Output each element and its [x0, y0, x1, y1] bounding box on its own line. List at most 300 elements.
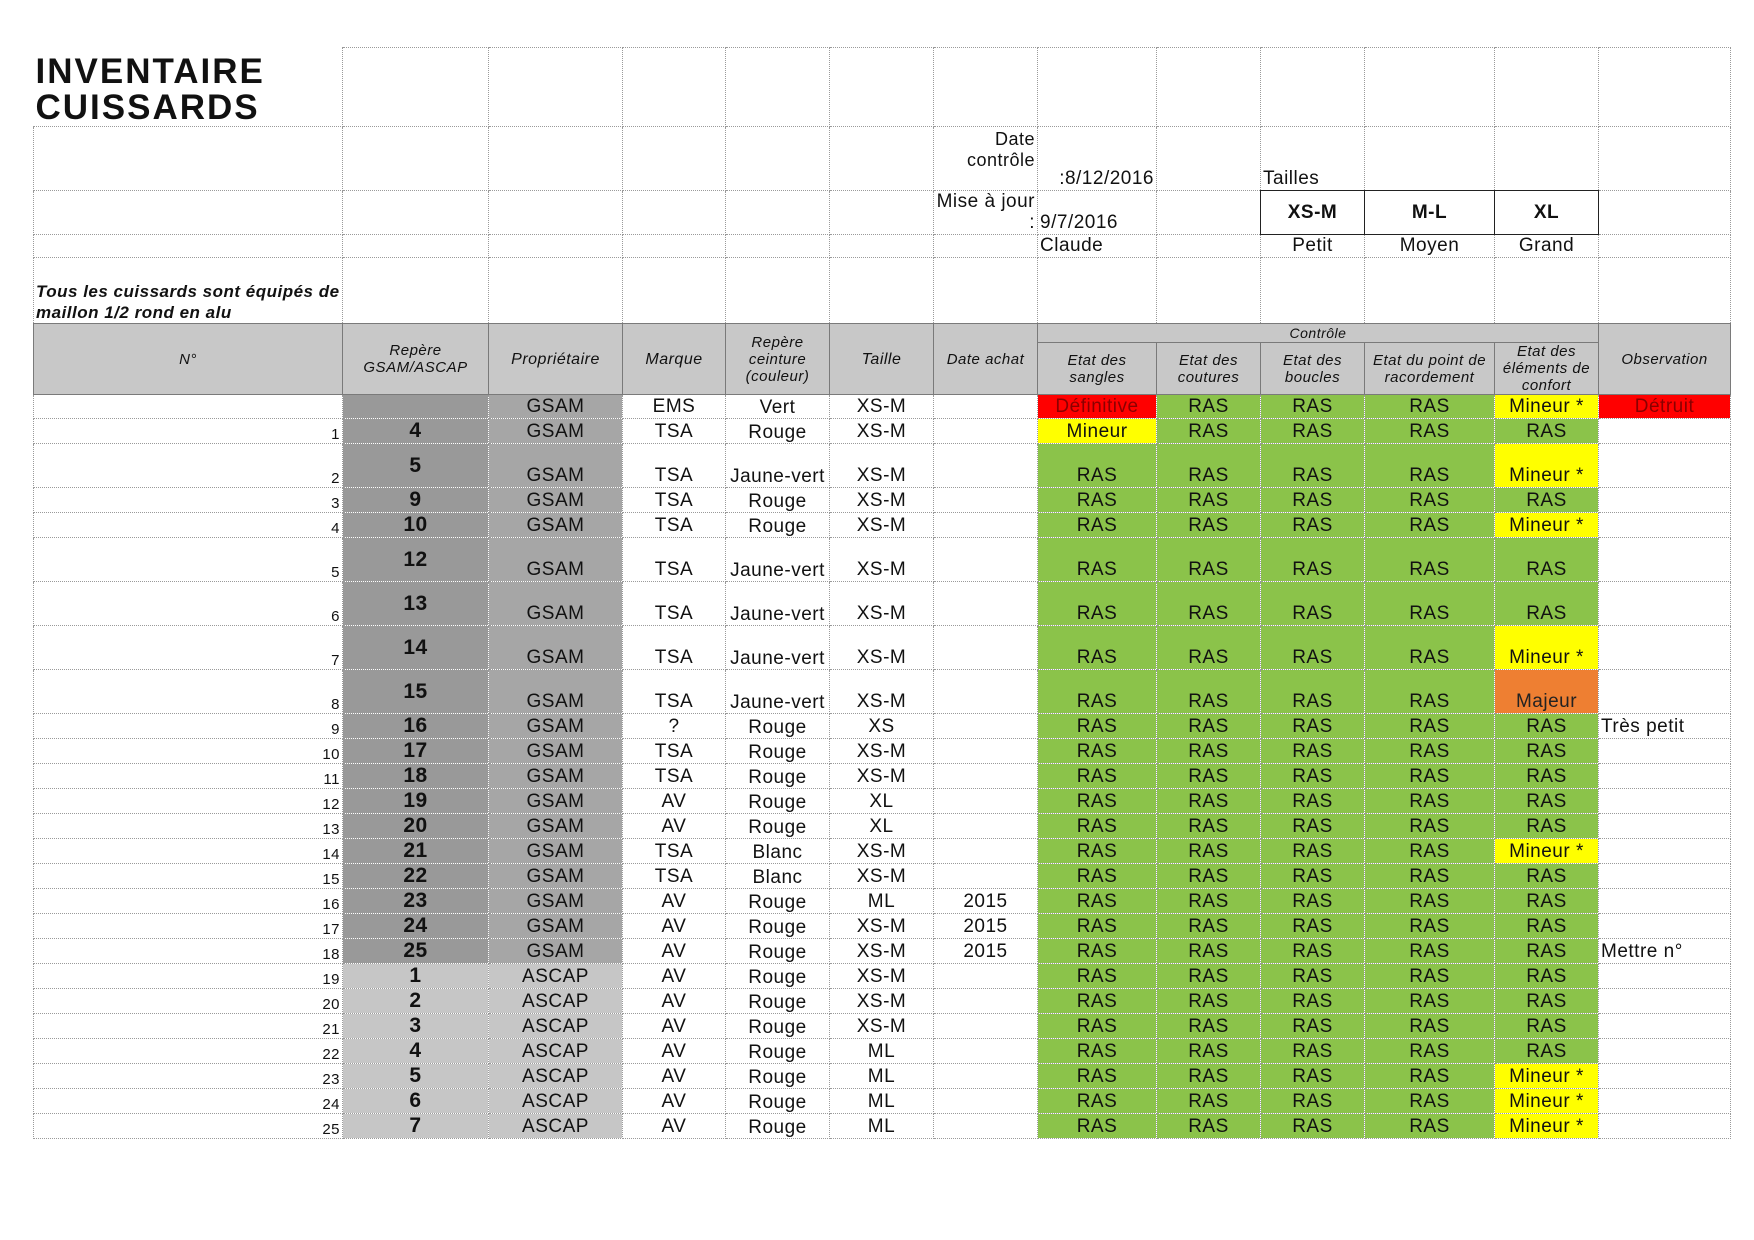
row-ceinture: Rouge	[726, 964, 830, 989]
row-repere: 21	[343, 839, 489, 864]
row-etat-coutures: RAS	[1157, 488, 1261, 513]
row-repere: 23	[343, 889, 489, 914]
row-etat-boucles: RAS	[1261, 789, 1365, 814]
row-etat-coutures: RAS	[1157, 989, 1261, 1014]
row-marque: AV	[623, 1114, 726, 1139]
row-number: 22	[34, 1039, 343, 1064]
table-row	[34, 964, 1731, 989]
row-repere: 25	[343, 939, 489, 964]
row-repere: 17	[343, 739, 489, 764]
row-etat-sangles: RAS	[1038, 626, 1157, 670]
mise-a-jour-label: Mise à jour :	[934, 191, 1038, 235]
inventory-sheet	[33, 47, 1731, 1139]
row-ceinture: Jaune-vert	[726, 626, 830, 670]
table-row	[34, 670, 1731, 714]
row-etat-raccordement: RAS	[1365, 739, 1495, 764]
table-row	[34, 739, 1731, 764]
row-etat-raccordement: RAS	[1365, 814, 1495, 839]
row-repere: 4	[343, 419, 489, 444]
row-etat-coutures: RAS	[1157, 739, 1261, 764]
row-etat-confort: Majeur	[1495, 670, 1599, 714]
row-etat-confort: RAS	[1495, 538, 1599, 582]
row-date-achat: 2015	[934, 939, 1038, 964]
row-ceinture: Rouge	[726, 914, 830, 939]
row-observation	[1599, 1014, 1731, 1039]
row-observation: Détruit	[1599, 395, 1731, 419]
row-etat-confort: RAS	[1495, 488, 1599, 513]
row-date-achat	[934, 582, 1038, 626]
row-marque: ?	[623, 714, 726, 739]
row-etat-sangles: RAS	[1038, 538, 1157, 582]
header-sangles: Etat des sangles	[1038, 343, 1157, 395]
table-row	[34, 1064, 1731, 1089]
header-proprietaire: Propriétaire	[489, 324, 623, 395]
row-etat-boucles: RAS	[1261, 814, 1365, 839]
date-controle-label: Date contrôle	[934, 127, 1038, 191]
row-number: 9	[34, 714, 343, 739]
row-etat-confort: RAS	[1495, 964, 1599, 989]
row-taille: XS-M	[830, 989, 934, 1014]
table-row	[34, 789, 1731, 814]
row-taille: ML	[830, 1064, 934, 1089]
row-etat-confort: RAS	[1495, 1039, 1599, 1064]
row-number: 23	[34, 1064, 343, 1089]
row-marque: TSA	[623, 626, 726, 670]
row-etat-raccordement: RAS	[1365, 488, 1495, 513]
row-taille: XS-M	[830, 1014, 934, 1039]
row-owner: GSAM	[489, 538, 623, 582]
row-owner: GSAM	[489, 670, 623, 714]
row-ceinture: Rouge	[726, 714, 830, 739]
row-etat-boucles: RAS	[1261, 864, 1365, 889]
row-etat-boucles: RAS	[1261, 889, 1365, 914]
row-marque: TSA	[623, 444, 726, 488]
equipment-note: Tous les cuissards sont équipés de maillon 1/2 rond en alu	[34, 258, 343, 324]
row-marque: TSA	[623, 582, 726, 626]
row-observation	[1599, 789, 1731, 814]
row-observation: Mettre n°	[1599, 939, 1731, 964]
row-etat-raccordement: RAS	[1365, 582, 1495, 626]
row-etat-confort: RAS	[1495, 582, 1599, 626]
row-marque: AV	[623, 789, 726, 814]
table-row	[34, 889, 1731, 914]
row-etat-raccordement: RAS	[1365, 989, 1495, 1014]
row-etat-boucles: RAS	[1261, 1014, 1365, 1039]
row-owner: GSAM	[489, 789, 623, 814]
row-number: 17	[34, 914, 343, 939]
row-marque: TSA	[623, 739, 726, 764]
row-number: 1	[34, 419, 343, 444]
row-date-achat	[934, 989, 1038, 1014]
row-repere: 2	[343, 989, 489, 1014]
row-taille: ML	[830, 1039, 934, 1064]
row-number: 8	[34, 670, 343, 714]
header-boucles: Etat des boucles	[1261, 343, 1365, 395]
row-taille: XS-M	[830, 964, 934, 989]
row-marque: TSA	[623, 419, 726, 444]
row-ceinture: Rouge	[726, 764, 830, 789]
row-etat-confort: Mineur *	[1495, 395, 1599, 419]
row-etat-sangles: RAS	[1038, 789, 1157, 814]
row-taille: XS-M	[830, 939, 934, 964]
row-owner: GSAM	[489, 513, 623, 538]
row-etat-coutures: RAS	[1157, 764, 1261, 789]
table-row	[34, 814, 1731, 839]
row-etat-confort: RAS	[1495, 789, 1599, 814]
row-date-achat	[934, 964, 1038, 989]
row-etat-raccordement: RAS	[1365, 889, 1495, 914]
table-row	[34, 839, 1731, 864]
row-etat-boucles: RAS	[1261, 914, 1365, 939]
row-number: 18	[34, 939, 343, 964]
header-num: N°	[34, 324, 343, 395]
row-owner: GSAM	[489, 488, 623, 513]
row-etat-raccordement: RAS	[1365, 419, 1495, 444]
row-owner: ASCAP	[489, 989, 623, 1014]
row-etat-confort: RAS	[1495, 1014, 1599, 1039]
row-number: 19	[34, 964, 343, 989]
row-etat-coutures: RAS	[1157, 814, 1261, 839]
row-observation	[1599, 513, 1731, 538]
row-date-achat	[934, 1114, 1038, 1139]
row-etat-raccordement: RAS	[1365, 1114, 1495, 1139]
row-number: 13	[34, 814, 343, 839]
row-marque: AV	[623, 1014, 726, 1039]
table-row	[34, 1014, 1731, 1039]
header-confort: Etat des éléments de confort	[1495, 343, 1599, 395]
row-observation	[1599, 839, 1731, 864]
row-etat-coutures: RAS	[1157, 1064, 1261, 1089]
row-etat-sangles: RAS	[1038, 1114, 1157, 1139]
row-marque: TSA	[623, 538, 726, 582]
table-row	[34, 444, 1731, 488]
row-marque: TSA	[623, 764, 726, 789]
header-ceinture: Repère ceinture (couleur)	[726, 324, 830, 395]
row-etat-confort: RAS	[1495, 989, 1599, 1014]
row-etat-raccordement: RAS	[1365, 538, 1495, 582]
row-etat-sangles: RAS	[1038, 989, 1157, 1014]
row-ceinture: Rouge	[726, 789, 830, 814]
header-date-achat: Date achat	[934, 324, 1038, 395]
row-number: 3	[34, 488, 343, 513]
row-etat-raccordement: RAS	[1365, 1014, 1495, 1039]
row-date-achat	[934, 714, 1038, 739]
row-taille: XS-M	[830, 864, 934, 889]
row-etat-raccordement: RAS	[1365, 1039, 1495, 1064]
row-taille: ML	[830, 1114, 934, 1139]
row-observation	[1599, 419, 1731, 444]
row-etat-confort: Mineur *	[1495, 839, 1599, 864]
row-observation	[1599, 582, 1731, 626]
row-date-achat	[934, 488, 1038, 513]
row-observation	[1599, 989, 1731, 1014]
row-owner: GSAM	[489, 395, 623, 419]
row-etat-boucles: RAS	[1261, 714, 1365, 739]
row-number: 11	[34, 764, 343, 789]
row-etat-coutures: RAS	[1157, 1089, 1261, 1114]
row-ceinture: Rouge	[726, 939, 830, 964]
row-etat-coutures: RAS	[1157, 714, 1261, 739]
row-repere: 6	[343, 1089, 489, 1114]
row-marque: AV	[623, 1089, 726, 1114]
row-owner: ASCAP	[489, 1114, 623, 1139]
row-observation	[1599, 1114, 1731, 1139]
row-etat-sangles: RAS	[1038, 889, 1157, 914]
row-date-achat	[934, 419, 1038, 444]
row-marque: TSA	[623, 864, 726, 889]
row-ceinture: Jaune-vert	[726, 670, 830, 714]
row-ceinture: Blanc	[726, 864, 830, 889]
row-date-achat: 2015	[934, 889, 1038, 914]
row-date-achat	[934, 739, 1038, 764]
row-taille: XS-M	[830, 488, 934, 513]
header-coutures: Etat des coutures	[1157, 343, 1261, 395]
row-etat-boucles: RAS	[1261, 626, 1365, 670]
row-taille: XS-M	[830, 914, 934, 939]
row-marque: TSA	[623, 488, 726, 513]
row-number: 15	[34, 864, 343, 889]
row-observation	[1599, 889, 1731, 914]
table-row	[34, 864, 1731, 889]
row-etat-coutures: RAS	[1157, 964, 1261, 989]
row-date-achat	[934, 764, 1038, 789]
row-observation	[1599, 1064, 1731, 1089]
row-etat-raccordement: RAS	[1365, 789, 1495, 814]
row-etat-sangles: RAS	[1038, 1089, 1157, 1114]
row-etat-raccordement: RAS	[1365, 626, 1495, 670]
row-owner: ASCAP	[489, 1089, 623, 1114]
row-etat-coutures: RAS	[1157, 513, 1261, 538]
row-etat-sangles: RAS	[1038, 839, 1157, 864]
row-etat-confort: RAS	[1495, 814, 1599, 839]
row-marque: TSA	[623, 670, 726, 714]
row-marque: AV	[623, 889, 726, 914]
row-taille: XS-M	[830, 444, 934, 488]
row-etat-sangles: RAS	[1038, 513, 1157, 538]
table-row	[34, 538, 1731, 582]
row-etat-sangles: RAS	[1038, 444, 1157, 488]
row-etat-confort: RAS	[1495, 419, 1599, 444]
row-etat-coutures: RAS	[1157, 1114, 1261, 1139]
row-owner: GSAM	[489, 739, 623, 764]
row-number: 14	[34, 839, 343, 864]
row-observation	[1599, 670, 1731, 714]
row-repere: 7	[343, 1114, 489, 1139]
row-etat-raccordement: RAS	[1365, 1064, 1495, 1089]
row-taille: XS	[830, 714, 934, 739]
row-etat-sangles: RAS	[1038, 488, 1157, 513]
date-controle-value: :8/12/2016	[1038, 127, 1157, 191]
row-etat-boucles: RAS	[1261, 1064, 1365, 1089]
row-owner: GSAM	[489, 889, 623, 914]
mise-a-jour-value: 9/7/2016	[1038, 191, 1157, 235]
row-date-achat	[934, 1039, 1038, 1064]
row-etat-sangles: RAS	[1038, 739, 1157, 764]
row-observation	[1599, 964, 1731, 989]
row-etat-boucles: RAS	[1261, 419, 1365, 444]
table-row	[34, 626, 1731, 670]
row-observation	[1599, 444, 1731, 488]
row-etat-raccordement: RAS	[1365, 964, 1495, 989]
table-row	[34, 764, 1731, 789]
row-etat-coutures: RAS	[1157, 582, 1261, 626]
table-row	[34, 1089, 1731, 1114]
row-date-achat	[934, 1014, 1038, 1039]
row-owner: GSAM	[489, 582, 623, 626]
row-etat-raccordement: RAS	[1365, 513, 1495, 538]
row-taille: XS-M	[830, 538, 934, 582]
row-ceinture: Vert	[726, 395, 830, 419]
row-number: 6	[34, 582, 343, 626]
row-etat-boucles: RAS	[1261, 670, 1365, 714]
row-ceinture: Rouge	[726, 1064, 830, 1089]
row-date-achat	[934, 538, 1038, 582]
row-ceinture: Jaune-vert	[726, 582, 830, 626]
row-etat-raccordement: RAS	[1365, 839, 1495, 864]
header-marque: Marque	[623, 324, 726, 395]
header-controle: Contrôle	[1038, 324, 1599, 343]
row-owner: GSAM	[489, 914, 623, 939]
row-owner: GSAM	[489, 839, 623, 864]
row-repere: 1	[343, 964, 489, 989]
row-etat-raccordement: RAS	[1365, 864, 1495, 889]
row-etat-coutures: RAS	[1157, 419, 1261, 444]
row-etat-sangles: RAS	[1038, 1064, 1157, 1089]
row-etat-coutures: RAS	[1157, 395, 1261, 419]
row-etat-sangles: RAS	[1038, 670, 1157, 714]
row-date-achat: 2015	[934, 914, 1038, 939]
row-repere: 18	[343, 764, 489, 789]
table-row	[34, 488, 1731, 513]
row-marque: AV	[623, 814, 726, 839]
row-marque: EMS	[623, 395, 726, 419]
row-ceinture: Rouge	[726, 814, 830, 839]
row-etat-coutures: RAS	[1157, 1014, 1261, 1039]
row-date-achat	[934, 1064, 1038, 1089]
row-owner: GSAM	[489, 864, 623, 889]
row-number: 24	[34, 1089, 343, 1114]
row-observation	[1599, 626, 1731, 670]
row-ceinture: Rouge	[726, 989, 830, 1014]
row-marque: TSA	[623, 513, 726, 538]
row-etat-sangles: RAS	[1038, 582, 1157, 626]
row-observation	[1599, 488, 1731, 513]
row-ceinture: Rouge	[726, 488, 830, 513]
row-marque: AV	[623, 989, 726, 1014]
table-row	[34, 582, 1731, 626]
row-etat-boucles: RAS	[1261, 939, 1365, 964]
table-row	[34, 395, 1731, 419]
row-owner: GSAM	[489, 764, 623, 789]
row-observation	[1599, 814, 1731, 839]
row-taille: XS-M	[830, 419, 934, 444]
row-marque: AV	[623, 939, 726, 964]
row-repere: 16	[343, 714, 489, 739]
row-taille: XS-M	[830, 670, 934, 714]
row-observation: Très petit	[1599, 714, 1731, 739]
row-etat-raccordement: RAS	[1365, 939, 1495, 964]
row-date-achat	[934, 839, 1038, 864]
row-repere: 10	[343, 513, 489, 538]
row-taille: XS-M	[830, 395, 934, 419]
row-etat-boucles: RAS	[1261, 764, 1365, 789]
row-etat-sangles: RAS	[1038, 914, 1157, 939]
row-etat-sangles: RAS	[1038, 964, 1157, 989]
row-repere	[343, 395, 489, 419]
row-observation	[1599, 1089, 1731, 1114]
row-repere: 5	[343, 1064, 489, 1089]
row-date-achat	[934, 626, 1038, 670]
row-taille: XS-M	[830, 582, 934, 626]
row-etat-coutures: RAS	[1157, 789, 1261, 814]
author: Claude	[1038, 235, 1157, 258]
row-repere: 22	[343, 864, 489, 889]
row-taille: XL	[830, 814, 934, 839]
row-date-achat	[934, 513, 1038, 538]
row-observation	[1599, 864, 1731, 889]
row-taille: XL	[830, 789, 934, 814]
row-etat-sangles: Mineur	[1038, 419, 1157, 444]
row-etat-boucles: RAS	[1261, 839, 1365, 864]
row-marque: TSA	[623, 839, 726, 864]
row-etat-raccordement: RAS	[1365, 764, 1495, 789]
row-observation	[1599, 538, 1731, 582]
table-row	[34, 419, 1731, 444]
row-etat-boucles: RAS	[1261, 444, 1365, 488]
row-number: 16	[34, 889, 343, 914]
row-etat-coutures: RAS	[1157, 939, 1261, 964]
row-etat-coutures: RAS	[1157, 914, 1261, 939]
row-etat-coutures: RAS	[1157, 864, 1261, 889]
row-etat-sangles: Définitive	[1038, 395, 1157, 419]
row-etat-boucles: RAS	[1261, 395, 1365, 419]
row-owner: GSAM	[489, 419, 623, 444]
row-etat-coutures: RAS	[1157, 889, 1261, 914]
row-owner: ASCAP	[489, 1014, 623, 1039]
row-etat-confort: RAS	[1495, 764, 1599, 789]
row-marque: AV	[623, 964, 726, 989]
row-date-achat	[934, 444, 1038, 488]
row-owner: GSAM	[489, 626, 623, 670]
table-row	[34, 914, 1731, 939]
row-etat-confort: RAS	[1495, 714, 1599, 739]
row-etat-boucles: RAS	[1261, 488, 1365, 513]
row-number	[34, 395, 343, 419]
row-owner: GSAM	[489, 444, 623, 488]
table-row	[34, 1039, 1731, 1064]
row-owner: GSAM	[489, 714, 623, 739]
row-date-achat	[934, 814, 1038, 839]
row-etat-boucles: RAS	[1261, 538, 1365, 582]
row-number: 21	[34, 1014, 343, 1039]
row-etat-sangles: RAS	[1038, 1039, 1157, 1064]
row-etat-confort: Mineur *	[1495, 1114, 1599, 1139]
row-etat-confort: RAS	[1495, 739, 1599, 764]
row-ceinture: Rouge	[726, 1089, 830, 1114]
row-etat-raccordement: RAS	[1365, 395, 1495, 419]
header-observation: Observation	[1599, 324, 1731, 395]
row-ceinture: Rouge	[726, 739, 830, 764]
row-number: 5	[34, 538, 343, 582]
table-row	[34, 939, 1731, 964]
row-etat-boucles: RAS	[1261, 739, 1365, 764]
row-ceinture: Jaune-vert	[726, 538, 830, 582]
row-date-achat	[934, 1089, 1038, 1114]
row-owner: ASCAP	[489, 964, 623, 989]
row-etat-sangles: RAS	[1038, 714, 1157, 739]
row-etat-sangles: RAS	[1038, 939, 1157, 964]
row-repere: 13	[343, 582, 489, 626]
